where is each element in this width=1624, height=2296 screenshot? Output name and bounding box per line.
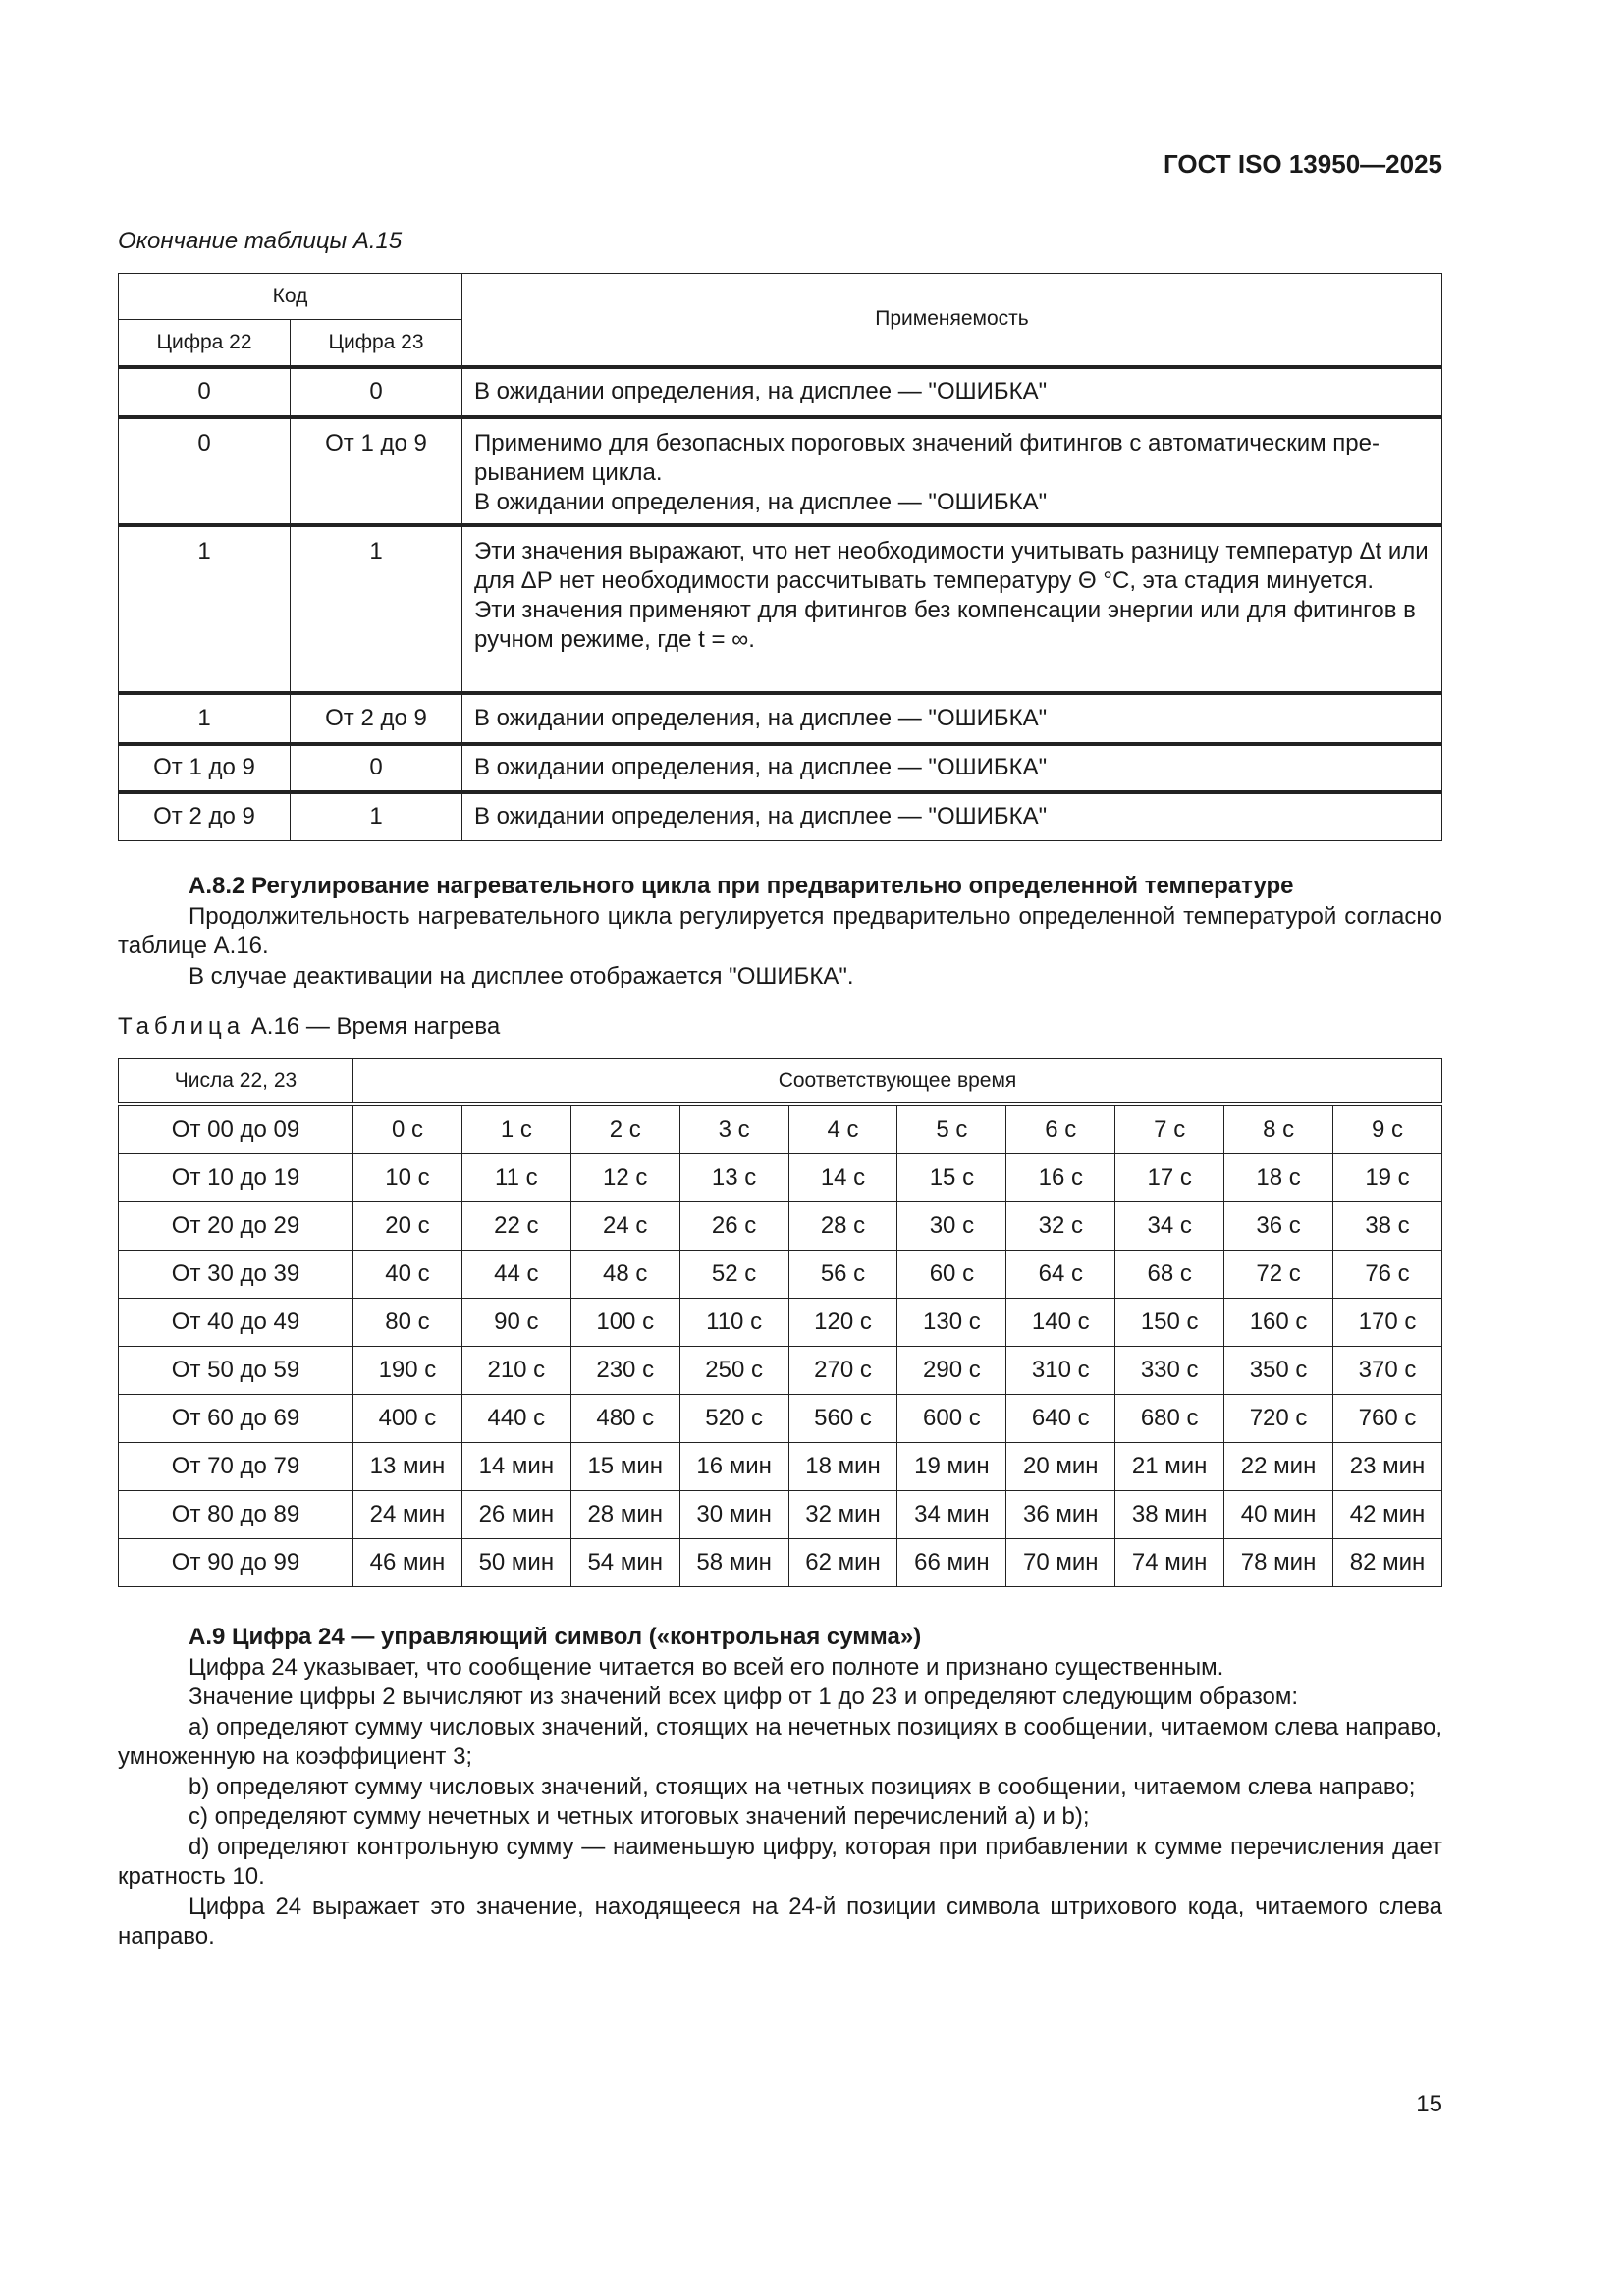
- cell-time: 18 с: [1224, 1154, 1333, 1202]
- cell-time: 120 с: [788, 1299, 897, 1347]
- cell-range: От 20 до 29: [119, 1202, 353, 1251]
- cell-time: 90 с: [461, 1299, 570, 1347]
- applicability-line: В ожидании определения, на дисплее — "ОШИБКА": [474, 754, 1048, 780]
- cell-time: 12 с: [570, 1154, 679, 1202]
- header-time: Соответствующее время: [353, 1059, 1442, 1105]
- cell-time: 310 с: [1006, 1347, 1115, 1395]
- caption-prefix: Таблица: [118, 1013, 245, 1040]
- cell-time: 440 с: [461, 1395, 570, 1443]
- cell-time: 350 с: [1224, 1347, 1333, 1395]
- cell-digit23: 0: [291, 744, 462, 792]
- cell-time: 230 с: [570, 1347, 679, 1395]
- cell-time: 290 с: [897, 1347, 1006, 1395]
- applicability-line: В ожидании определения, на дисплее — "ОШИБКА": [474, 488, 1048, 515]
- cell-time: 46 мин: [353, 1539, 462, 1587]
- cell-time: 50 мин: [461, 1539, 570, 1587]
- cell-time: 44 с: [461, 1251, 570, 1299]
- header-applicability: Применяемость: [462, 274, 1442, 367]
- cell-time: 330 с: [1115, 1347, 1224, 1395]
- caption-text: А.16 — Время нагрева: [244, 1013, 501, 1040]
- document-header: ГОСТ ISO 13950—2025: [1163, 149, 1442, 179]
- cell-time: 20 мин: [1006, 1443, 1115, 1491]
- table-row: [119, 693, 1442, 744]
- cell-time: 36 мин: [1006, 1491, 1115, 1539]
- cell-time: 2 с: [570, 1104, 679, 1154]
- cell-time: 170 с: [1333, 1299, 1442, 1347]
- cell-time: 14 мин: [461, 1443, 570, 1491]
- section-a9: [118, 1623, 1442, 1952]
- cell-time: 68 с: [1115, 1251, 1224, 1299]
- cell-time: 250 с: [679, 1347, 788, 1395]
- table-row: [119, 744, 1442, 792]
- cell-range: От 80 до 89: [119, 1491, 353, 1539]
- cell-time: 760 с: [1333, 1395, 1442, 1443]
- cell-time: 8 с: [1224, 1104, 1333, 1154]
- cell-applicability: [462, 792, 1442, 841]
- cell-time: 38 мин: [1115, 1491, 1224, 1539]
- cell-time: 150 с: [1115, 1299, 1224, 1347]
- cell-time: 62 мин: [788, 1539, 897, 1587]
- header-digit22: Цифра 22: [119, 320, 291, 367]
- cell-digit22: 0: [119, 417, 291, 525]
- cell-time: 56 с: [788, 1251, 897, 1299]
- applicability-line: Эти значения выражают, что нет необходимости учитывать разницу температур Δt или для ΔP нет необходимости рассчитывать температуру Θ °С, эта стадия минуется.: [474, 537, 1429, 594]
- section-heading: А.8.2 Регулирование нагревательного цикла при предварительно определенной температуре: [189, 873, 1294, 899]
- cell-time: 640 с: [1006, 1395, 1115, 1443]
- table-row: [119, 1202, 1442, 1251]
- header-numbers: Числа 22, 23: [119, 1059, 353, 1105]
- table-continuation-label: Окончание таблицы А.15: [118, 228, 403, 254]
- cell-time: 17 с: [1115, 1154, 1224, 1202]
- cell-range: От 00 до 09: [119, 1104, 353, 1154]
- cell-time: 40 с: [353, 1251, 462, 1299]
- cell-digit23: 0: [291, 367, 462, 417]
- cell-time: 32 мин: [788, 1491, 897, 1539]
- cell-time: 28 мин: [570, 1491, 679, 1539]
- cell-time: 680 с: [1115, 1395, 1224, 1443]
- cell-time: 520 с: [679, 1395, 788, 1443]
- cell-applicability: [462, 525, 1442, 693]
- cell-time: 720 с: [1224, 1395, 1333, 1443]
- table-row: [119, 525, 1442, 693]
- cell-range: От 60 до 69: [119, 1395, 353, 1443]
- cell-time: 82 мин: [1333, 1539, 1442, 1587]
- table-row: [119, 1154, 1442, 1202]
- cell-time: 30 с: [897, 1202, 1006, 1251]
- applicability-line: Эти значения применяют для фитингов без компенсации энергии или для фитингов в ручном режиме, где t = ∞.: [474, 596, 1416, 653]
- cell-time: 64 с: [1006, 1251, 1115, 1299]
- cell-time: 60 с: [897, 1251, 1006, 1299]
- paragraph: Продолжительность нагревательного цикла регулируется предварительно определенной температурой согласно таблице А.16.: [118, 902, 1442, 959]
- cell-time: 74 мин: [1115, 1539, 1224, 1587]
- cell-time: 48 с: [570, 1251, 679, 1299]
- cell-digit22: От 1 до 9: [119, 744, 291, 792]
- table-row: [119, 1443, 1442, 1491]
- cell-time: 19 мин: [897, 1443, 1006, 1491]
- cell-digit23: От 2 до 9: [291, 693, 462, 744]
- cell-time: 100 с: [570, 1299, 679, 1347]
- table-row: [119, 367, 1442, 417]
- cell-time: 3 с: [679, 1104, 788, 1154]
- table-caption: [118, 1013, 500, 1041]
- cell-time: 30 мин: [679, 1491, 788, 1539]
- cell-time: 18 мин: [788, 1443, 897, 1491]
- cell-time: 78 мин: [1224, 1539, 1333, 1587]
- cell-time: 7 с: [1115, 1104, 1224, 1154]
- table-row: [119, 1251, 1442, 1299]
- cell-time: 58 мин: [679, 1539, 788, 1587]
- cell-time: 76 с: [1333, 1251, 1442, 1299]
- cell-time: 21 мин: [1115, 1443, 1224, 1491]
- cell-time: 15 мин: [570, 1443, 679, 1491]
- cell-time: 15 с: [897, 1154, 1006, 1202]
- cell-range: От 70 до 79: [119, 1443, 353, 1491]
- table-row: [119, 1395, 1442, 1443]
- cell-time: 370 с: [1333, 1347, 1442, 1395]
- cell-range: От 30 до 39: [119, 1251, 353, 1299]
- cell-time: 23 мин: [1333, 1443, 1442, 1491]
- cell-time: 480 с: [570, 1395, 679, 1443]
- cell-time: 130 с: [897, 1299, 1006, 1347]
- table-a15: [118, 273, 1442, 841]
- paragraph: Цифра 24 выражает это значение, находящееся на 24-й позиции символа штрихового кода, читаемого слева направо.: [118, 1893, 1442, 1949]
- section-a82: [118, 872, 1442, 991]
- cell-time: 6 с: [1006, 1104, 1115, 1154]
- cell-time: 16 мин: [679, 1443, 788, 1491]
- paragraph: Значение цифры 2 вычисляют из значений всех цифр от 1 до 23 и определяют следующим образом:: [189, 1683, 1299, 1710]
- section-heading: А.9 Цифра 24 — управляющий символ («контрольная сумма»): [189, 1624, 922, 1650]
- cell-time: 270 с: [788, 1347, 897, 1395]
- cell-time: 54 мин: [570, 1539, 679, 1587]
- cell-digit23: От 1 до 9: [291, 417, 462, 525]
- cell-time: 72 с: [1224, 1251, 1333, 1299]
- header-code: Код: [119, 274, 462, 320]
- cell-time: 14 с: [788, 1154, 897, 1202]
- cell-time: 34 с: [1115, 1202, 1224, 1251]
- cell-time: 16 с: [1006, 1154, 1115, 1202]
- table-row: [119, 1539, 1442, 1587]
- cell-time: 26 с: [679, 1202, 788, 1251]
- cell-time: 24 мин: [353, 1491, 462, 1539]
- cell-time: 28 с: [788, 1202, 897, 1251]
- cell-time: 34 мин: [897, 1491, 1006, 1539]
- cell-time: 36 с: [1224, 1202, 1333, 1251]
- applicability-line: Применимо для безопасных пороговых значений фитингов с автоматическим пре-рыванием цикла.: [474, 429, 1380, 486]
- applicability-line: В ожидании определения, на дисплее — "ОШИБКА": [474, 378, 1048, 404]
- cell-time: 190 с: [353, 1347, 462, 1395]
- cell-time: 20 с: [353, 1202, 462, 1251]
- cell-digit22: 1: [119, 693, 291, 744]
- cell-time: 9 с: [1333, 1104, 1442, 1154]
- cell-applicability: [462, 367, 1442, 417]
- cell-range: От 50 до 59: [119, 1347, 353, 1395]
- header-digit23: Цифра 23: [291, 320, 462, 367]
- cell-time: 4 с: [788, 1104, 897, 1154]
- paragraph: c) определяют сумму нечетных и четных итоговых значений перечислений a) и b);: [189, 1803, 1090, 1830]
- applicability-line: В ожидании определения, на дисплее — "ОШИБКА": [474, 704, 1048, 731]
- cell-time: 42 мин: [1333, 1491, 1442, 1539]
- applicability-line: В ожидании определения, на дисплее — "ОШИБКА": [474, 803, 1048, 830]
- cell-time: 110 с: [679, 1299, 788, 1347]
- cell-applicability: [462, 693, 1442, 744]
- table-row: [119, 1104, 1442, 1154]
- cell-time: 0 с: [353, 1104, 462, 1154]
- cell-time: 66 мин: [897, 1539, 1006, 1587]
- cell-time: 1 с: [461, 1104, 570, 1154]
- cell-range: От 90 до 99: [119, 1539, 353, 1587]
- table-row: [119, 1491, 1442, 1539]
- cell-digit22: От 2 до 9: [119, 792, 291, 841]
- cell-applicability: [462, 744, 1442, 792]
- cell-time: 40 мин: [1224, 1491, 1333, 1539]
- cell-time: 22 мин: [1224, 1443, 1333, 1491]
- cell-time: 80 с: [353, 1299, 462, 1347]
- paragraph: b) определяют сумму числовых значений, стоящих на четных позициях в сообщении, читаемом слева направо;: [189, 1773, 1416, 1800]
- table-row: [119, 1299, 1442, 1347]
- paragraph: Цифра 24 указывает, что сообщение читается во всей его полноте и признано существенным.: [189, 1653, 1224, 1681]
- cell-time: 22 с: [461, 1202, 570, 1251]
- cell-time: 24 с: [570, 1202, 679, 1251]
- cell-digit22: 1: [119, 525, 291, 693]
- cell-time: 32 с: [1006, 1202, 1115, 1251]
- cell-digit23: 1: [291, 792, 462, 841]
- cell-time: 38 с: [1333, 1202, 1442, 1251]
- cell-time: 5 с: [897, 1104, 1006, 1154]
- cell-time: 13 мин: [353, 1443, 462, 1491]
- cell-time: 70 мин: [1006, 1539, 1115, 1587]
- paragraph: a) определяют сумму числовых значений, стоящих на нечетных позициях в сообщении, читаемом слева направо, умноженную на коэффициент 3;: [118, 1713, 1442, 1770]
- paragraph: В случае деактивации на дисплее отображается "ОШИБКА".: [189, 962, 854, 989]
- table-row: [119, 417, 1442, 525]
- page-number: 15: [1416, 2091, 1442, 2117]
- cell-time: 560 с: [788, 1395, 897, 1443]
- cell-range: От 10 до 19: [119, 1154, 353, 1202]
- cell-range: От 40 до 49: [119, 1299, 353, 1347]
- cell-time: 11 с: [461, 1154, 570, 1202]
- cell-time: 600 с: [897, 1395, 1006, 1443]
- table-a16: [118, 1058, 1442, 1587]
- paragraph: d) определяют контрольную сумму — наименьшую цифру, которая при прибавлении к сумме перечисления дает кратность 10.: [118, 1833, 1442, 1890]
- cell-time: 19 с: [1333, 1154, 1442, 1202]
- cell-time: 140 с: [1006, 1299, 1115, 1347]
- cell-digit23: 1: [291, 525, 462, 693]
- cell-digit22: 0: [119, 367, 291, 417]
- cell-time: 210 с: [461, 1347, 570, 1395]
- cell-applicability: [462, 417, 1442, 525]
- cell-time: 26 мин: [461, 1491, 570, 1539]
- table-row: [119, 792, 1442, 841]
- cell-time: 13 с: [679, 1154, 788, 1202]
- cell-time: 160 с: [1224, 1299, 1333, 1347]
- cell-time: 10 с: [353, 1154, 462, 1202]
- cell-time: 400 с: [353, 1395, 462, 1443]
- table-row: [119, 1347, 1442, 1395]
- cell-time: 52 с: [679, 1251, 788, 1299]
